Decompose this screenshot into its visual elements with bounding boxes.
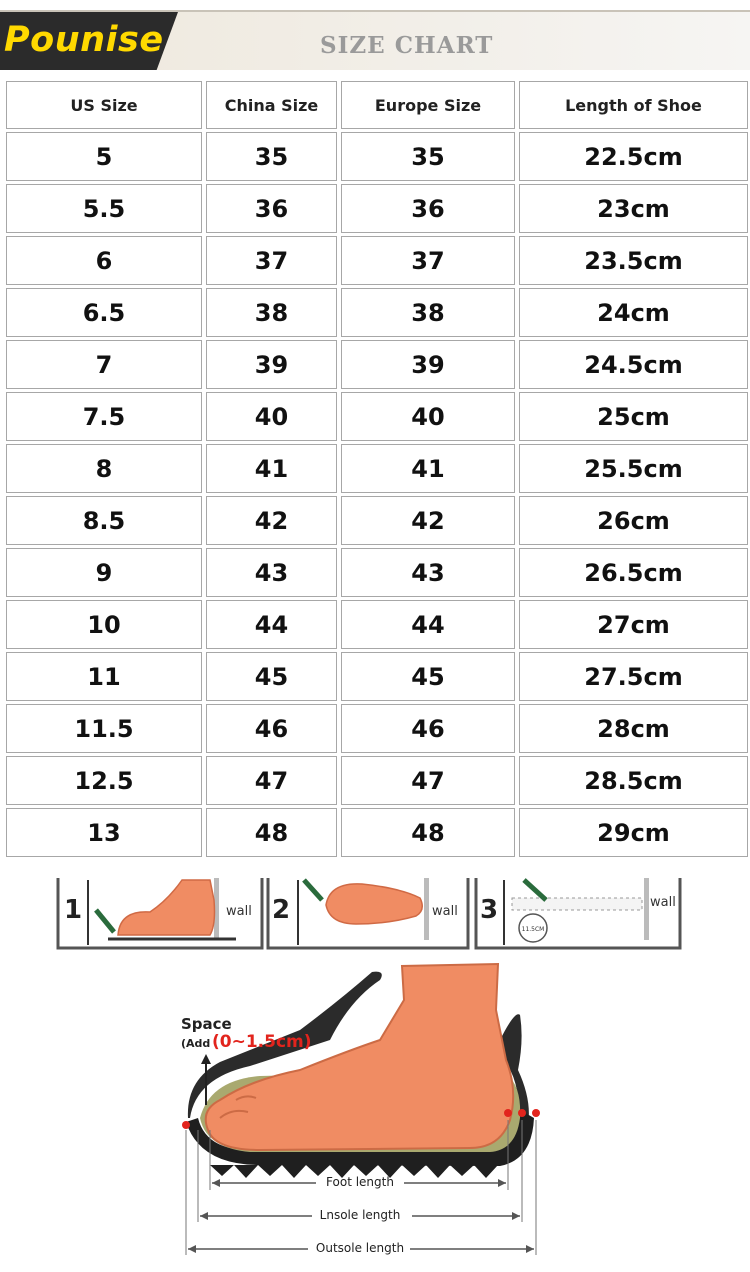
europe-size-cell: 35: [341, 132, 515, 181]
length-cell: 26.5cm: [519, 548, 748, 597]
header-banner: [0, 10, 750, 70]
us-size-cell: 8: [6, 444, 202, 493]
china-size-cell: 40: [206, 392, 337, 441]
europe-size-cell: 40: [341, 392, 515, 441]
length-cell: 23.5cm: [519, 236, 748, 285]
step-1-panel: [58, 878, 262, 948]
table-row: [6, 340, 748, 389]
china-size-cell: 35: [206, 132, 337, 181]
europe-size-cell: 44: [341, 600, 515, 649]
us-size-cell: 11: [6, 652, 202, 701]
china-size-cell: 39: [206, 340, 337, 389]
step-2-panel: [268, 878, 468, 948]
china-size-cell: 36: [206, 184, 337, 233]
wall-icon: [424, 878, 429, 940]
us-size-cell: 5: [6, 132, 202, 181]
step-number: 2: [272, 895, 291, 925]
us-size-cell: 11.5: [6, 704, 202, 753]
length-cell: 24cm: [519, 288, 748, 337]
china-size-cell: 44: [206, 600, 337, 649]
foot-icon: [118, 880, 215, 935]
table-row: [6, 600, 748, 649]
table-row: [6, 392, 748, 441]
europe-size-cell: 36: [341, 184, 515, 233]
table-row: [6, 548, 748, 597]
step-3-panel: [476, 878, 680, 948]
measure-point: [182, 1121, 190, 1129]
china-size-cell: 45: [206, 652, 337, 701]
add-value: (0~1.5cm): [212, 1032, 312, 1052]
length-cell: 28.5cm: [519, 756, 748, 805]
table-row: [6, 132, 748, 181]
space-label: Space: [181, 1015, 232, 1033]
length-cell: 29cm: [519, 808, 748, 857]
europe-size-cell: 42: [341, 496, 515, 545]
outsole-length-label: Outsole length: [315, 1241, 405, 1255]
measure-point: [532, 1109, 540, 1117]
table-row: [6, 236, 748, 285]
wall-label: wall: [432, 904, 458, 919]
length-cell: 28cm: [519, 704, 748, 753]
column-header-us-size: US Size: [6, 81, 202, 129]
measure-point: [504, 1109, 512, 1117]
table-body: [6, 132, 748, 857]
europe-size-cell: 39: [341, 340, 515, 389]
table-row: [6, 808, 748, 857]
ruler-value: 11.5CM: [521, 926, 545, 933]
china-size-cell: 42: [206, 496, 337, 545]
europe-size-cell: 47: [341, 756, 515, 805]
europe-size-cell: 48: [341, 808, 515, 857]
table-header-row: [6, 81, 748, 129]
step-number: 1: [64, 895, 83, 925]
pen-icon: [524, 880, 546, 900]
ruler-icon: [512, 898, 642, 910]
us-size-cell: 6.5: [6, 288, 202, 337]
shoe-diagram: [181, 964, 540, 1178]
brand-logo: Pounise: [4, 20, 164, 60]
measure-point: [518, 1109, 526, 1117]
us-size-cell: 12.5: [6, 756, 202, 805]
us-size-cell: 5.5: [6, 184, 202, 233]
table-row: [6, 704, 748, 753]
china-size-cell: 48: [206, 808, 337, 857]
europe-size-cell: 41: [341, 444, 515, 493]
length-cell: 22.5cm: [519, 132, 748, 181]
page-title: SIZE CHART: [320, 32, 494, 59]
wall-label: wall: [650, 895, 676, 910]
china-size-cell: 38: [206, 288, 337, 337]
table-row: [6, 652, 748, 701]
length-cell: 27cm: [519, 600, 748, 649]
table-row: [6, 496, 748, 545]
length-cell: 25.5cm: [519, 444, 748, 493]
us-size-cell: 10: [6, 600, 202, 649]
foot-length-label: Foot length: [326, 1175, 394, 1189]
column-header-china-size: China Size: [206, 81, 337, 129]
europe-size-cell: 46: [341, 704, 515, 753]
length-cell: 26cm: [519, 496, 748, 545]
europe-size-cell: 38: [341, 288, 515, 337]
length-cell: 23cm: [519, 184, 748, 233]
wall-icon: [644, 878, 649, 940]
europe-size-cell: 37: [341, 236, 515, 285]
europe-size-cell: 45: [341, 652, 515, 701]
step-number: 3: [480, 895, 499, 925]
china-size-cell: 47: [206, 756, 337, 805]
us-size-cell: 7.5: [6, 392, 202, 441]
column-header-europe-size: Europe Size: [341, 81, 515, 129]
china-size-cell: 43: [206, 548, 337, 597]
table-row: [6, 756, 748, 805]
measurement-guide: [0, 870, 750, 1272]
length-cell: 27.5cm: [519, 652, 748, 701]
china-size-cell: 37: [206, 236, 337, 285]
table-row: [6, 444, 748, 493]
china-size-cell: 46: [206, 704, 337, 753]
us-size-cell: 8.5: [6, 496, 202, 545]
add-prefix: (Add: [181, 1037, 211, 1050]
table-row: [6, 288, 748, 337]
wall-label: wall: [226, 904, 252, 919]
foot-top-icon: [326, 884, 422, 924]
us-size-cell: 13: [6, 808, 202, 857]
pen-icon: [304, 880, 322, 900]
us-size-cell: 9: [6, 548, 202, 597]
column-header-length: Length of Shoe: [519, 81, 748, 129]
us-size-cell: 6: [6, 236, 202, 285]
us-size-cell: 7: [6, 340, 202, 389]
table-row: [6, 184, 748, 233]
china-size-cell: 41: [206, 444, 337, 493]
length-cell: 25cm: [519, 392, 748, 441]
pen-icon: [96, 910, 114, 932]
europe-size-cell: 43: [341, 548, 515, 597]
length-cell: 24.5cm: [519, 340, 748, 389]
insole-length-label: Lnsole length: [319, 1208, 401, 1222]
size-table: [2, 78, 750, 860]
